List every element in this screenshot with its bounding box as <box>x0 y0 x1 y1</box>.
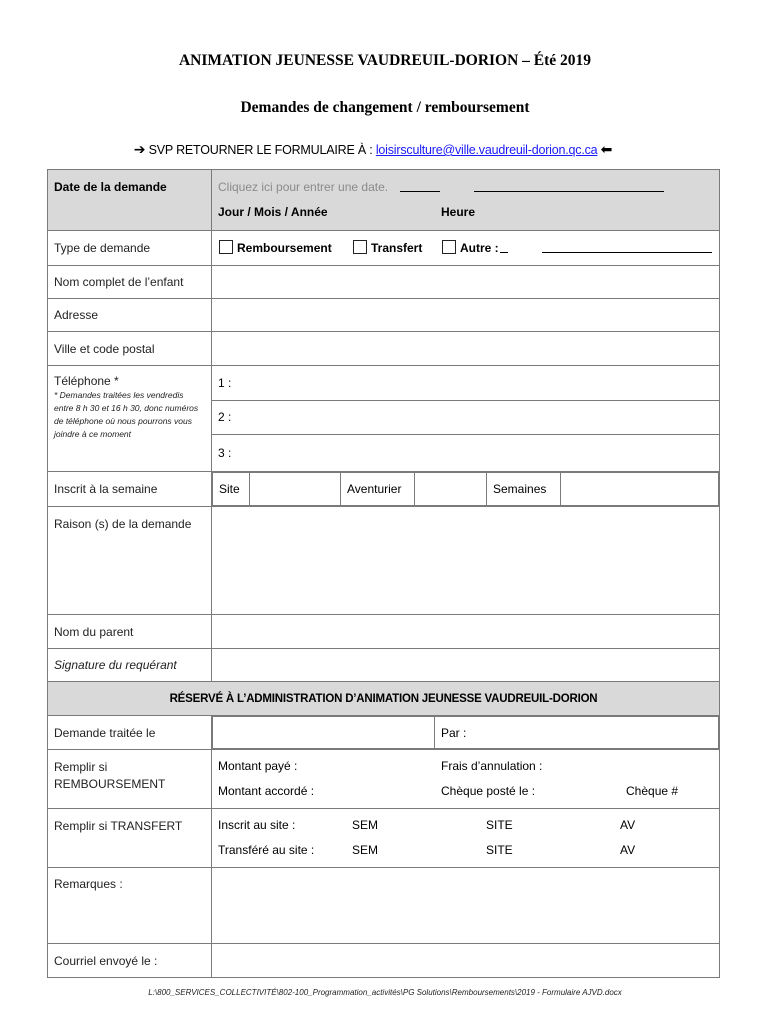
checkbox-icon[interactable] <box>219 240 233 254</box>
cheque-sent-label: Chèque posté le : <box>441 784 536 798</box>
treated-by-label[interactable]: Par : <box>435 717 719 749</box>
refund-label: Remplir si REMBOURSEMENT <box>48 750 212 809</box>
child-name-input[interactable] <box>212 266 720 299</box>
child-name-row <box>48 266 720 299</box>
reason-row <box>48 507 720 615</box>
treated-date-input[interactable] <box>213 717 435 749</box>
admin-header-row <box>48 682 720 716</box>
week-fields-cell <box>212 472 720 507</box>
phone-label-cell <box>48 366 212 472</box>
semaines-label: Semaines <box>487 473 561 506</box>
email-sent-input[interactable] <box>212 944 720 978</box>
checkbox-icon[interactable] <box>353 240 367 254</box>
remarks-input[interactable] <box>212 868 720 944</box>
transfer-row <box>48 809 720 868</box>
site-label-1: SITE <box>486 818 513 832</box>
parent-input[interactable] <box>212 615 720 649</box>
checkbox-icon[interactable] <box>442 240 456 254</box>
admin-section-title: RÉSERVÉ À L’ADMINISTRATION D’ANIMATION JEUNESSE VAUDREUIL-DORION <box>48 682 720 716</box>
signature-label: Signature du requérant <box>48 649 212 682</box>
remarks-row <box>48 868 720 944</box>
date-row <box>48 170 720 231</box>
date-format-label: Jour / Mois / Année <box>218 205 328 219</box>
arrow-left-icon: ⬅ <box>600 141 613 157</box>
reason-input[interactable] <box>212 507 720 615</box>
address-input[interactable] <box>212 299 720 332</box>
transferred-site-label: Transféré au site : <box>218 843 315 857</box>
parent-label: Nom du parent <box>48 615 212 649</box>
treated-label: Demande traitée le <box>48 716 212 750</box>
instruction-text: SVP RETOURNER LE FORMULAIRE À : <box>148 143 373 157</box>
cancel-fee-label: Frais d’annulation : <box>441 759 543 773</box>
amount-paid-label: Montant payé : <box>218 759 298 773</box>
amount-granted-label: Montant accordé : <box>218 784 315 798</box>
refund-row <box>48 750 720 809</box>
cheque-number-label: Chèque # <box>626 784 679 798</box>
hour-input[interactable] <box>474 191 664 192</box>
site-label-2: SITE <box>486 843 513 857</box>
page-subtitle: Demandes de changement / remboursement <box>240 99 530 116</box>
type-options-cell <box>212 231 720 266</box>
aventurier-label: Aventurier <box>341 473 415 506</box>
site-input[interactable] <box>250 473 341 506</box>
date-field-cell <box>212 170 720 231</box>
phone-input-1[interactable]: 1 : <box>212 366 719 401</box>
phone-label: Téléphone * <box>54 374 119 388</box>
phone-lines-cell <box>212 366 720 472</box>
email-sent-label: Courriel envoyé le : <box>48 944 212 978</box>
parent-row <box>48 615 720 649</box>
city-label: Ville et code postal <box>48 332 212 366</box>
treated-row <box>48 716 720 750</box>
arrow-right-icon: ➔ <box>133 141 146 157</box>
date-underline <box>400 191 440 192</box>
email-link[interactable]: loisirsculture@ville.vaudreuil-dorion.qc.ca <box>375 143 598 157</box>
reason-label: Raison (s) de la demande <box>48 507 212 615</box>
site-label: Site <box>213 473 250 506</box>
city-input[interactable] <box>212 332 720 366</box>
refund-cell <box>212 750 720 809</box>
date-input[interactable]: Cliquez ici pour entrer une date. <box>218 180 389 194</box>
option-transfert[interactable]: Transfert <box>353 240 422 255</box>
type-row <box>48 231 720 266</box>
av-label-2: AV <box>620 843 636 857</box>
type-label: Type de demande <box>48 231 212 266</box>
autre-input[interactable] <box>542 242 712 253</box>
hour-label: Heure <box>441 205 476 219</box>
av-label-1: AV <box>620 818 636 832</box>
address-label: Adresse <box>48 299 212 332</box>
city-row <box>48 332 720 366</box>
phone-note: * Demandes traitées les vendredis entre 8 h 30 et 16 h 30, donc numéros de téléphone où nous pourrons vous joindre à ce moment <box>54 390 199 439</box>
child-name-label: Nom complet de l’enfant <box>48 266 212 299</box>
phone-input-3[interactable]: 3 : <box>218 446 232 460</box>
sem-label-2: SEM <box>352 843 379 857</box>
semaines-input[interactable] <box>561 473 719 506</box>
transfer-label: Remplir si TRANSFERT <box>48 809 212 868</box>
phone-input-2[interactable]: 2 : <box>212 401 719 435</box>
registered-site-label: Inscrit au site : <box>218 818 296 832</box>
option-remboursement[interactable]: Remboursement <box>219 240 332 255</box>
page-title: ANIMATION JEUNESSE VAUDREUIL-DORION – Été 2019 <box>178 52 592 69</box>
week-row <box>48 472 720 507</box>
option-autre[interactable]: Autre : <box>442 240 499 255</box>
remarks-label: Remarques : <box>48 868 212 944</box>
date-label: Date de la demande <box>48 170 212 231</box>
return-instruction <box>0 141 746 158</box>
aventurier-input[interactable] <box>415 473 487 506</box>
autre-short-line <box>500 242 508 253</box>
request-form-table <box>47 169 720 978</box>
phone-row <box>48 366 720 472</box>
treated-cell <box>212 716 720 750</box>
signature-input[interactable] <box>212 649 720 682</box>
signature-row <box>48 649 720 682</box>
sem-label-1: SEM <box>352 818 379 832</box>
transfer-cell <box>212 809 720 868</box>
week-label: Inscrit à la semaine <box>48 472 212 507</box>
address-row <box>48 299 720 332</box>
file-path-footer: L:\800_SERVICES_COLLECTIVITÉ\802-100_Programmation_activités\PG Solutions\Remboursements\2019 - Formulaire AJVD.docx <box>148 988 622 997</box>
email-sent-row <box>48 944 720 978</box>
